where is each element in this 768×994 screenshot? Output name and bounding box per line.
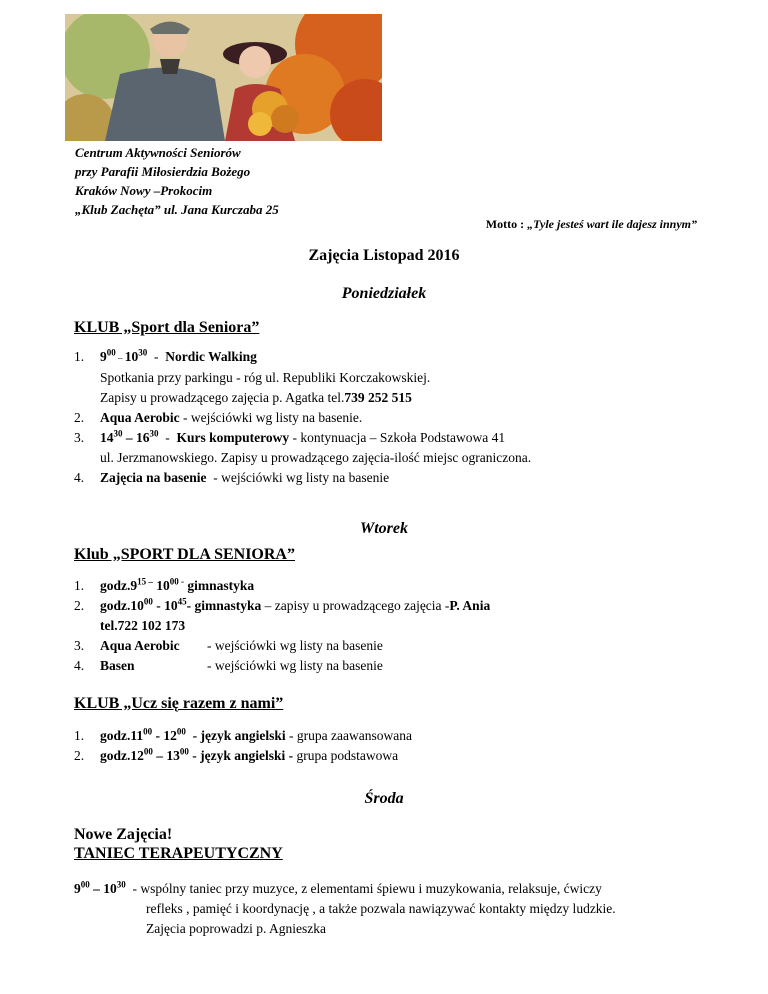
list-item xyxy=(74,746,412,766)
day-heading-monday: Poniedziałek xyxy=(341,285,427,302)
detail-text: - wejściówki wg listy na basenie xyxy=(207,658,383,673)
day-heading-tuesday: Wtorek xyxy=(360,520,408,537)
activity-title: Basen xyxy=(100,658,135,673)
list-item-detail: ul. Jerzmanowskiego. Zapisy u prowadzącego zajęcia-ilość miejsc ograniczona. xyxy=(100,450,532,465)
time-minutes: 00 xyxy=(80,879,90,890)
new-classes-label: Nowe Zajęcia! xyxy=(74,826,173,843)
time-dash: – xyxy=(122,430,136,445)
phone-number: 739 252 515 xyxy=(344,390,412,405)
activity-title: gimnastyka xyxy=(184,578,255,593)
motto-text: „Tyle jesteś wart ile dajesz innym” xyxy=(527,217,697,231)
detail-text: - kontynuacja – Szkoła Podstawowa 41 xyxy=(289,430,506,445)
time-minutes: 00 xyxy=(176,726,186,737)
time-hour: 16 xyxy=(136,430,150,445)
time-hour: 10 xyxy=(103,881,117,896)
item-number: 3. xyxy=(74,638,85,653)
tuesday-list xyxy=(74,576,490,676)
time-hour: 9 xyxy=(74,881,81,896)
list-item xyxy=(74,468,531,488)
org-line: „Klub Zachęta” ul. Jana Kurczaba 25 xyxy=(75,202,279,217)
club-heading-learning: KLUB „Ucz się razem z nami” xyxy=(74,695,284,712)
time-minutes: 30 xyxy=(138,347,148,358)
time-text: - 10 xyxy=(152,598,178,613)
time-minutes: 00 xyxy=(143,596,153,607)
list-item xyxy=(74,347,531,368)
description-line: Zajęcia poprowadzi p. Agnieszka xyxy=(146,921,326,936)
time-text: godz.9 xyxy=(100,578,138,593)
activity-title: Zajęcia na basenie xyxy=(100,470,207,485)
item-number: 1. xyxy=(74,349,85,364)
time-dash: – xyxy=(89,881,104,896)
time-text: 10 xyxy=(152,578,170,593)
activity-title: - gimnastyka xyxy=(186,598,262,613)
learning-list xyxy=(74,726,412,766)
dance-description xyxy=(74,879,616,939)
list-item xyxy=(74,596,490,616)
time-hour: 10 xyxy=(124,349,139,364)
time-minutes: 00 xyxy=(106,347,116,358)
page-title: Zajęcia Listopad 2016 xyxy=(308,247,460,264)
list-item xyxy=(74,636,490,656)
club-heading-sport: KLUB „Sport dla Seniora” xyxy=(74,319,260,336)
org-line: Centrum Aktywności Seniorów xyxy=(75,145,241,160)
time-minutes: 00 - xyxy=(169,576,184,587)
detail-text: - wejściówki wg listy na basenie. xyxy=(179,410,363,425)
monday-list xyxy=(74,347,531,488)
description-line xyxy=(74,879,616,899)
day-heading-wednesday: Środa xyxy=(364,790,404,807)
description-text: - wspólny taniec przy muzyce, z elementami śpiewu i muzykowania, relaksuje, ćwiczy xyxy=(125,881,602,896)
time-text: – 13 xyxy=(152,748,180,763)
org-line: Kraków Nowy –Prokocim xyxy=(75,183,213,198)
time-minutes: 00 xyxy=(143,746,153,757)
list-item xyxy=(74,408,531,428)
org-line: przy Parafii Miłosierdzia Bożego xyxy=(75,164,251,179)
time-dash: – xyxy=(115,353,125,363)
organization-block xyxy=(75,143,279,219)
time-text: godz.11 xyxy=(100,728,144,743)
item-number: 1. xyxy=(74,578,85,593)
item-number: 1. xyxy=(74,728,85,743)
detail-text: - grupa zaawansowana xyxy=(285,728,412,743)
item-number: 2. xyxy=(74,410,85,425)
list-item xyxy=(74,576,490,596)
separator: - xyxy=(147,349,166,364)
activity-title: - język angielski - xyxy=(188,748,294,763)
activity-title: - język angielski xyxy=(185,728,286,743)
list-item xyxy=(74,428,531,448)
phone-number: tel.722 102 173 xyxy=(100,618,186,633)
activity-title: Aqua Aerobic xyxy=(100,410,180,425)
detail-text: Zapisy u prowadzącego zajęcia p. Agatka tel. xyxy=(100,390,345,405)
activity-title: Kurs komputerowy xyxy=(176,430,290,445)
detail-text: - wejściówki wg listy na basenie xyxy=(207,638,383,653)
dance-therapy-heading: TANIEC TERAPEUTYCZNY xyxy=(74,845,283,862)
list-item xyxy=(74,656,490,676)
list-item xyxy=(74,726,412,746)
time-hour: 14 xyxy=(100,430,114,445)
detail-text: - wejściówki wg listy na basenie xyxy=(206,470,390,485)
time-minutes: 30 xyxy=(149,428,159,439)
time-text: godz.10 xyxy=(100,598,144,613)
time-minutes: 15 – xyxy=(137,576,153,587)
item-number: 4. xyxy=(74,658,85,673)
separator: - xyxy=(158,430,177,445)
activity-title: Nordic Walking xyxy=(165,349,257,364)
description-line: refleks , pamięć i koordynację , a także pozwala nawiązywać kontakty między ludzkie. xyxy=(146,901,616,916)
activity-title: Aqua Aerobic xyxy=(100,638,180,653)
item-number: 2. xyxy=(74,748,85,763)
detail-text: – zapisy u prowadzącego zajęcia - xyxy=(261,598,450,613)
list-item-detail xyxy=(74,388,531,408)
time-minutes: 30 xyxy=(113,428,123,439)
seniors-photo xyxy=(65,14,382,141)
time-minutes: 45 xyxy=(177,596,187,607)
time-text: - 12 xyxy=(152,728,177,743)
time-minutes: 00 xyxy=(143,726,153,737)
item-number: 2. xyxy=(74,598,85,613)
instructor-name: P. Ania xyxy=(449,598,491,613)
time-text: godz.12 xyxy=(100,748,144,763)
item-number: 4. xyxy=(74,470,85,485)
time-minutes: 30 xyxy=(116,879,126,890)
detail-text: grupa podstawowa xyxy=(293,748,399,763)
list-item-detail: Spotkania przy parkingu - róg ul. Republiki Korczakowskiej. xyxy=(100,370,431,385)
club-heading-sport-upper: Klub „SPORT DLA SENIORA” xyxy=(74,546,295,563)
time-minutes: 00 xyxy=(179,746,189,757)
item-number: 3. xyxy=(74,430,85,445)
motto xyxy=(486,217,697,232)
motto-label: Motto : xyxy=(485,217,528,231)
time-hour: 9 xyxy=(100,349,107,364)
